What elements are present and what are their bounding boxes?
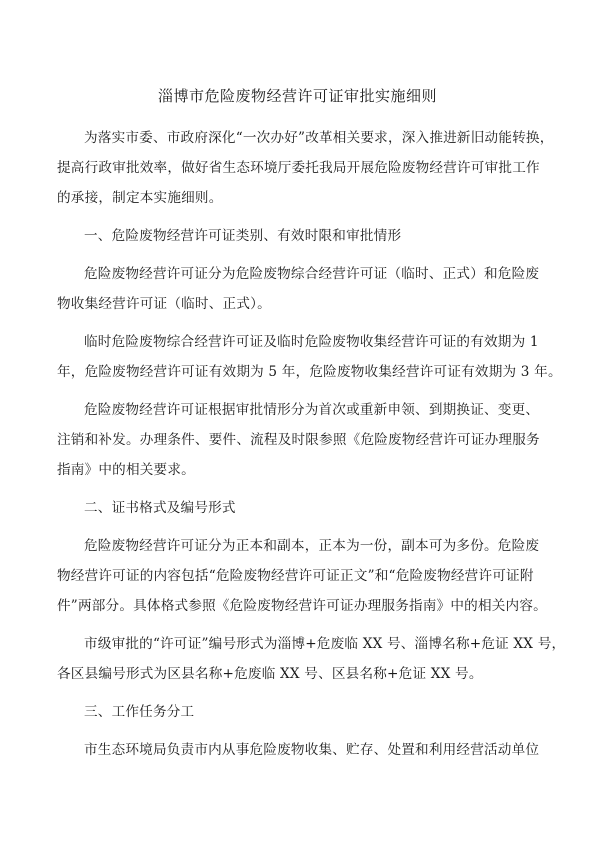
paragraph-task-division (84, 735, 540, 765)
paragraph-line: 市级审批的“许可证”编号形式为淄博+危废临 XX 号、淄博名称+危证 XX 号， (84, 636, 566, 652)
paragraph-line: 临时危险废物综合经营许可证及临时危险废物收集经营许可证的有效期为 1 (84, 334, 539, 350)
paragraph-line: 的承接，制定本实施细则。 (57, 190, 223, 206)
paragraph-line: 物收集经营许可证（临时、正式）。 (57, 296, 271, 312)
paragraph-line: 提高行政审批效率，做好省生态环境厅委托我局开展危险废物经营许可审批工作 (57, 160, 540, 176)
section-heading-1: 一、危险废物经营许可证类别、有效时限和审批情形 (84, 228, 402, 244)
paragraph-line: 物经营许可证的内容包括“危险废物经营许可证正文”和“危险废物经营许可证附 (57, 568, 534, 584)
section-heading-3: 三、工作任务分工 (84, 704, 195, 720)
paragraph-line: 年，危险废物经营许可证有效期为 5 年，危险废物收集经营许可证有效期为 3 年。 (57, 364, 562, 380)
paragraph-line: 市生态环境局负责市内从事危险废物收集、贮存、处置和利用经营活动单位 (84, 742, 540, 758)
paragraph-approval-cases (57, 395, 540, 485)
paragraph-line: 危险废物经营许可证分为危险废物综合经营许可证（临时、正式）和危险废 (84, 266, 540, 282)
paragraph-validity (57, 327, 562, 387)
paragraph-line: 为落实市委、市政府深化“一次办好”改革相关要求，深入推进新旧动能转换， (84, 130, 554, 146)
paragraph-certificate-format (57, 531, 547, 621)
paragraph-line: 件”两部分。具体格式参照《危险废物经营许可证办理服务指南》中的相关内容。 (57, 598, 547, 614)
paragraph-numbering (57, 629, 566, 689)
paragraph-line: 注销和补发。办理条件、要件、流程及时限参照《危险废物经营许可证办理服务 (57, 432, 540, 448)
paragraph-line: 各区县编号形式为区县名称+危废临 XX 号、区县名称+危证 XX 号。 (57, 666, 483, 682)
paragraph-line: 危险废物经营许可证根据审批情形分为首次或重新申领、到期换证、变更、 (84, 402, 540, 418)
paragraph-intro (57, 123, 554, 213)
document-title: 淄博市危险废物经营许可证审批实施细则 (157, 87, 437, 105)
paragraph-line: 指南》中的相关要求。 (57, 462, 195, 478)
section-heading-2: 二、证书格式及编号形式 (84, 500, 236, 516)
paragraph-line: 危险废物经营许可证分为正本和副本，正本为一份，副本可为多份。危险废 (84, 538, 540, 554)
paragraph-categories (57, 259, 540, 319)
